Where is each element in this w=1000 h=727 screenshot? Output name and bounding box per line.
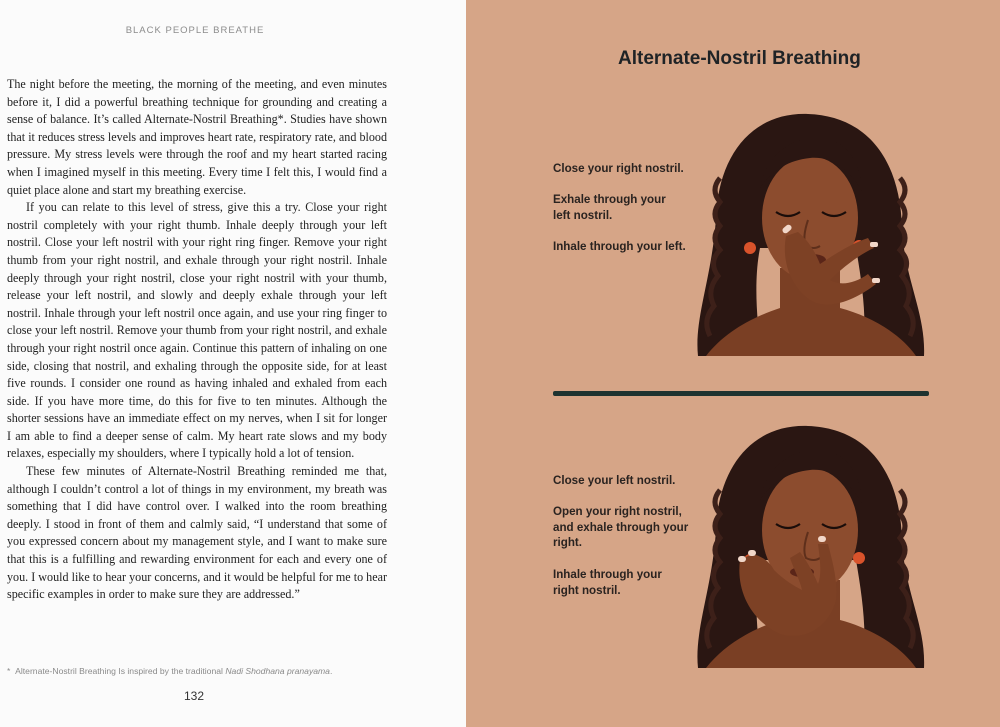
footnote (7, 666, 407, 676)
paragraph-3: These few minutes of Alternate-Nostril Breathing reminded me that, although I couldn’t control a lot of things in my environment, my breath was something that I did have control over. I walked into the room breathing deeply. I stood in front of them and calmly said, “I understand that some of you expressed concern about my management style, and I want to make sure that this is a fulfilling and rewarding environment for each and every one of you. I would like to hear your concerns, and it would be helpful for me to hear specific examples in order to make sure they are addressed.” (7, 464, 387, 602)
footnote-italic: Nadi Shodhana pranayama (225, 666, 330, 676)
woman-closing-left-nostril-illustration (690, 420, 930, 670)
paragraph-1: The night before the meeting, the morning of the meeting, and even minutes before it, I did a powerful breathing technique for grounding and creating a sense of balance. It’s called Alternate-Nostril Breathing*. Studies have shown that it reduces stress levels and improves heart rate, respiratory rate, and blood pressure. My stress levels were through the roof and my heart started racing when I imagined myself in this meeting. Every time I felt this, I would find a quiet place alone and start my breathing exercise. (7, 77, 387, 197)
footnote-text: Alternate-Nostril Breathing Is inspired by the traditional (15, 666, 223, 676)
page-number: 132 (183, 689, 205, 703)
section-divider (553, 391, 929, 396)
body-text (7, 76, 387, 604)
paragraph-2: If you can relate to this level of stress, give this a try. Close your right nostril completely with your right thumb. Inhale deeply through your left nostril. Close your left nostril with your right ring finger. Remove your right thumb from your right nostril, and exhale through your right nostril. Inhale deeply through your right nostril, close your right nostril with your thumb, release your left nostril, and slowly and deeply exhale through your left nostril. Inhale through your left nostril once again, and use your ring finger to close your left nostril. Remove your thumb from your right nostril, and exhale through your right nostril once again. Continue this pattern of inhaling on one side, closing that nostril, and exhaling through the opposite side, for at least five rounds. I consider one round as having inhaled and exhaled from each side. If you have more time, do this for five to ten minutes. Although the shorter sessions have an immediate effect on my nerves, when I sit for longer I am able to find a deeper sense of calm. My heart rate slows and my body relaxes, especially my shoulders, where I typically hold a lot of tension. (7, 200, 387, 461)
step1-instruction-1: Close your right nostril. (553, 162, 684, 175)
step2-instruction-2: Open your right nostril, and exhale through your right. (553, 505, 689, 549)
illustration-title: Alternate-Nostril Breathing (618, 48, 861, 69)
step2-instruction-1: Close your left nostril. (553, 474, 676, 487)
woman-closing-right-nostril-illustration (690, 108, 930, 358)
footnote-end: . (329, 666, 333, 676)
step1-instruction-3: Inhale through your left. (553, 240, 686, 253)
left-page (0, 0, 466, 727)
running-head: BLACK PEOPLE BREATHE (125, 25, 265, 36)
step1-instruction-2: Exhale through your left nostril. (553, 193, 666, 222)
step2-instruction-3: Inhale through your right nostril. (553, 568, 662, 597)
footnote-marker: * (7, 666, 11, 676)
